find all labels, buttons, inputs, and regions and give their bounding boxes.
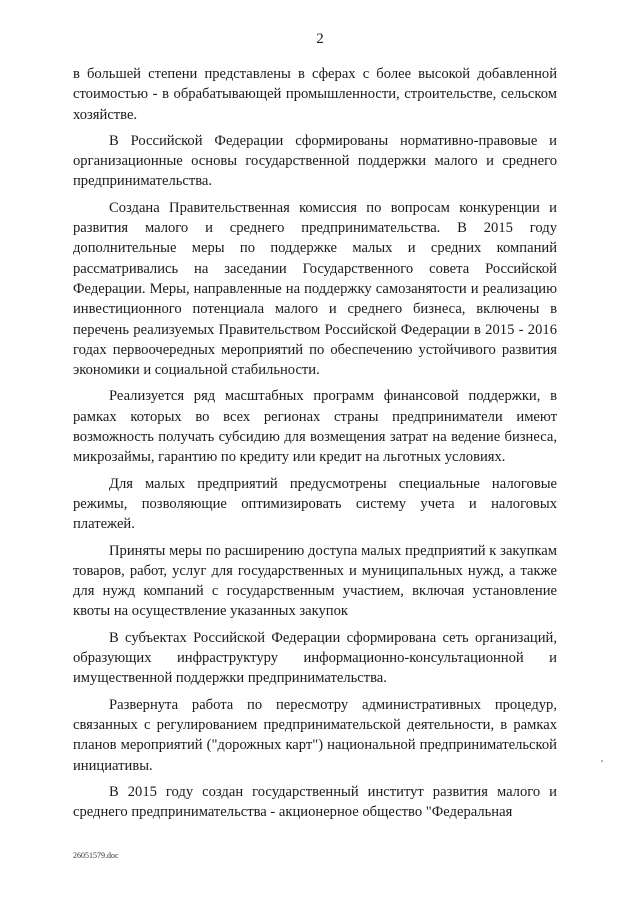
paragraph-financial-support: Реализуется ряд масштабных программ финансовой поддержки, в рамках которых во всех регионах страны предприниматели имеют возможность получать субсидию для возмещения затрат на ведение бизнеса, микрозаймы, гарантию по кредиту или кредит на льготных условиях. [73, 388, 557, 466]
paragraph-continuation: в большей степени представлены в сферах с более высокой добавленной стоимостью - в обрабатывающей промышленности, строительстве, сельском хозяйстве. [73, 66, 557, 123]
document-body [73, 64, 557, 822]
paragraph-development-institute: В 2015 году создан государственный институт развития малого и среднего предпринимательства - акционерное общество "Федеральная [73, 783, 557, 821]
footer-filename: 26051579.doc [73, 851, 119, 860]
paragraph-government-commission: Создана Правительственная комиссия по вопросам конкуренции и развития малого и среднего предпринимательства. В 2015 году дополнительные меры по поддержке малых и средних компаний рассматривались на заседании Государственного совета Российской Федерации. Меры, направленные на поддержку самозанятости и реализацию инвестиционного потенциала малого и среднего бизнеса, включены в перечень реализуемых Правительством Российской Федерации в 2015 - 2016 годах первоочередных мероприятий по обеспечению устойчивого развития экономики и социальной стабильности. [73, 199, 557, 379]
paragraph-procurement-access: Приняты меры по расширению доступа малых предприятий к закупкам товаров, работ, услуг для государственных и муниципальных нужд, а также для нужд компаний с государственным участием, включая установление квоты на осуществление указанных закупок [73, 542, 557, 620]
paragraph-tax-regimes: Для малых предприятий предусмотрены специальные налоговые режимы, позволяющие оптимизировать систему учета и налоговых платежей. [73, 475, 557, 533]
scan-speck [601, 760, 603, 762]
paragraph-administrative-procedures: Развернута работа по пересмотру административных процедур, связанных с регулированием предпринимательской деятельности, в рамках планов мероприятий ("дорожных карт") национальной предпринимательской инициативы. [73, 696, 557, 774]
paragraph-legal-framework: В Российской Федерации сформированы нормативно-правовые и организационные основы государственной поддержки малого и среднего предпринимательства. [73, 132, 557, 190]
page-number: 2 [316, 31, 324, 47]
paragraph-regional-infrastructure: В субъектах Российской Федерации сформирована сеть организаций, образующих инфраструктуру информационно-консультационной и имущественной поддержки предпринимательства. [73, 629, 557, 687]
